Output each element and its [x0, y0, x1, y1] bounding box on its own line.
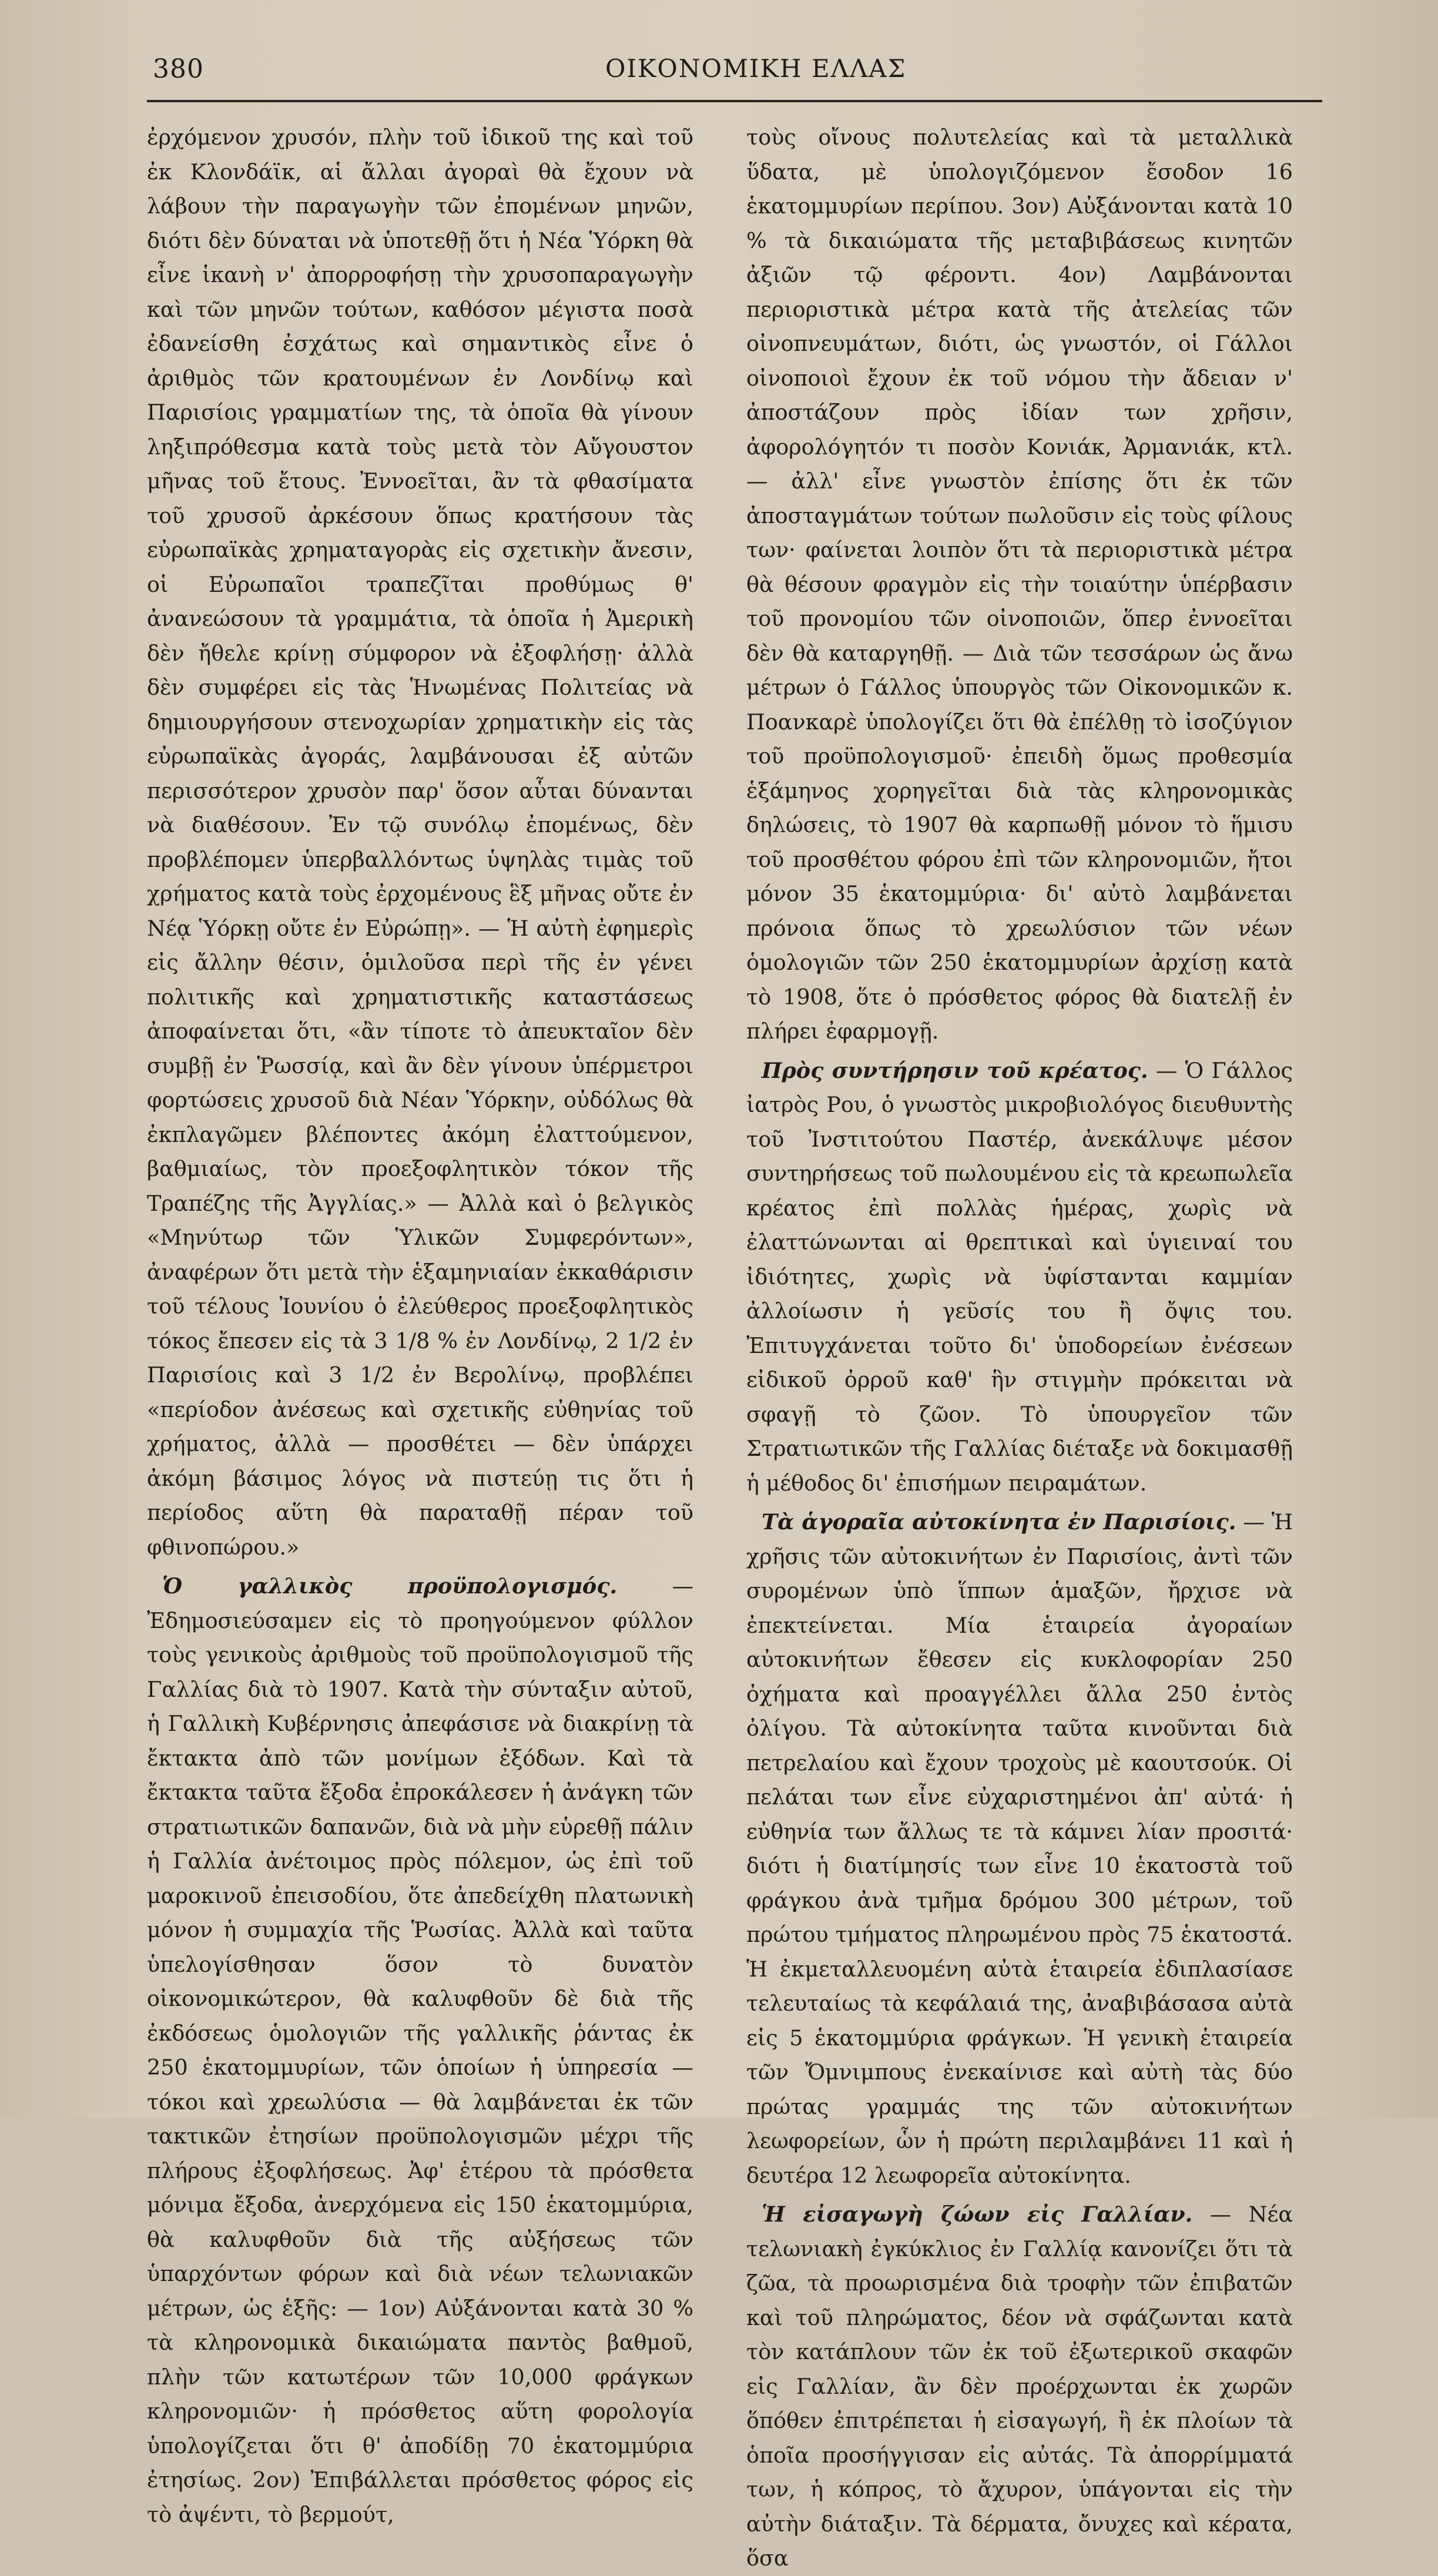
page-number: 380	[153, 54, 204, 84]
heading-paris-taxis: Τὰ ἁγοραῖα αὐτοκίνητα ἐν Παρισίοις.	[762, 1509, 1236, 1535]
heading-french-budget: Ὁ γαλλικὸς προϋπολογισμός.	[162, 1573, 618, 1599]
article-meat-preservation	[746, 1054, 1293, 1501]
heading-meat-preservation: Πρὸς συντήρησιν τοῦ κρέατος.	[762, 1057, 1148, 1083]
article-paris-taxis	[746, 1505, 1293, 2193]
right-column	[746, 120, 1293, 2571]
journal-title: ΟΙΚΟΝΟΜΙΚΗ ΕΛΛΑΣ	[605, 54, 907, 83]
text-animal-import: — Νέα τελωνιακὴ ἐγκύκλιος ἐν Γαλλίᾳ κανονίζει ὅτι τὰ ζῶα, τὰ προωρισμένα διὰ τροφὴν τῶν ἐπιβατῶν καὶ τοῦ πληρώματος, δέον νὰ σφάζωνται κατὰ τὸν κατάπλουν τῶν ἐκ τοῦ ἐξωτερικοῦ σκαφῶν εἰς Γαλλίαν, ἂν δὲν προέρχωνται ἐκ χωρῶν ὅπόθεν ἐπιτρέπεται ἡ εἰσαγωγή, ἢ ἐκ πλοίων τὰ ὁποῖα προσήγγισαν εἰς αὐτάς. Τὰ ἀπορρίμματά των, ἡ κόπρος, τὸ ἄχυρον, ὑπάγονται εἰς τὴν αὐτὴν διάταξιν. Τὰ δέρματα, ὄνυχες καὶ κέρατα, ὅσα	[746, 2202, 1293, 2571]
text-paris-taxis: — Ἡ χρῆσις τῶν αὐτοκινήτων ἐν Παρισίοις, ἀντὶ τῶν συρομένων ὑπὸ ἵππων ἁμαξῶν, ἤρχισε νὰ ἐπεκτείνεται. Μία ἑταιρεία ἀγοραίων αὐτοκινήτων ἔθεσεν εἰς κυκλοφορίαν 250 ὀχήματα καὶ προαγγέλλει ἄλλα 250 ἐντὸς ὀλίγου. Τὰ αὐτοκίνητα ταῦτα κινοῦνται διὰ πετρελαίου καὶ ἔχουν τροχοὺς μὲ καουτσούκ. Οἱ πελάται των εἶνε εὐχαριστημένοι ἀπ' αὐτά· ἡ εὐθηνία των ἄλλως τε τὰ κάμνει λίαν προσιτά· διότι ἡ διατίμησίς των εἶνε 10 ἑκατοστὰ τοῦ φράγκου ἀνὰ τμῆμα δρόμου 300 μέτρων, τοῦ πρώτου τμήματος πληρωμένου πρὸς 75 ἑκατοστά. Ἡ ἐκμεταλλευομένη αὐτὰ ἑταιρεία ἐδιπλασίασε τελευταίως τὰ κεφάλαιά της, ἀναβιβάσασα αὐτὰ εἰς 5 ἑκατομμύρια φράγκων. Ἡ γενικὴ ἑταιρεία τῶν Ὄμνιμπους ἐνεκαίνισε καὶ αὐτὴ τὰς δύο πρώτας γραμμάς της τῶν αὐτοκινήτων λεωφορείων, ὧν ἡ πρώτη περιλαμβάνει 11 καὶ ἡ δευτέρα 12 λεωφορεῖα αὐτοκίνητα.	[746, 1509, 1293, 2188]
heading-animal-import: Ἡ εἰσαγωγὴ ζώων εἰς Γαλλίαν.	[762, 2202, 1193, 2227]
page-header	[141, 54, 1322, 95]
text-french-budget: — Ἐδημοσιεύσαμεν εἰς τὸ προηγούμενον φύλλον τοὺς γενικοὺς ἀριθμοὺς τοῦ προϋπολογισμοῦ τῆς Γαλλίας διὰ τὸ 1907. Κατὰ τὴν σύνταξιν αὐτοῦ, ἡ Γαλλικὴ Κυβέρνησις ἀπεφάσισε νὰ διακρίνῃ τὰ ἔκτακτα ἀπὸ τῶν μονίμων ἐξόδων. Καὶ τὰ ἔκτακτα ταῦτα ἔξοδα ἐπροκάλεσεν ἡ ἀνάγκη τῶν στρατιωτικῶν δαπανῶν, διὰ νὰ μὴν εὑρεθῇ πάλιν ἡ Γαλλία ἀνέτοιμος πρὸς πόλεμον, ὡς ἐπὶ τοῦ μαροκινοῦ ἐπεισοδίου, ὅτε ἀπεδείχθη πλατωνικὴ μόνον ἡ συμμαχία τῆς Ῥωσίας. Ἀλλὰ καὶ ταῦτα ὑπελογίσθησαν ὅσον τὸ δυνατὸν οἰκονομικώτερον, θὰ καλυφθοῦν δὲ διὰ τῆς ἐκδόσεως ὁμολογιῶν τῆς γαλλικῆς ῥάντας ἐκ 250 ἑκατομμυρίων, τῶν ὁποίων ἡ ὑπηρεσία — τόκοι καὶ χρεωλύσια — θὰ λαμβάνεται ἐκ τῶν τακτικῶν ἐτησίων προϋπολογισμῶν μέχρι τῆς πλήρους ἐξοφλήσεως. Ἀφ' ἑτέρου τὰ πρόσθετα μόνιμα ἔξοδα, ἀνερχόμενα εἰς 150 ἑκατομμύρια, θὰ καλυφθοῦν διὰ τῆς αὐξήσεως τῶν ὑπαρχόντων φόρων καὶ διὰ νέων τελωνιακῶν μέτρων, ὡς ἑξῆς: — 1ον) Αὐξάνονται κατὰ 30 % τὰ κληρονομικὰ δικαιώματα παντὸς βαθμοῦ, πλὴν τῶν κατωτέρων τῶν 10,000 φράγκων κληρονομιῶν· ἡ πρόσθετος αὕτη φορολογία ὑπολογίζεται ὅτι θ' ἀποδίδῃ 70 ἑκατομμύρια ἐτησίως. 2ον) Ἐπιβάλλεται πρόσθετος φόρος εἰς τὸ ἀψέντι, τὸ βερμούτ,	[147, 1573, 693, 2527]
article-french-budget-continued: τοὺς οἴνους πολυτελείας καὶ τὰ μεταλλικὰ ὕδατα, μὲ ὑπολογιζόμενον ἔσοδον 16 ἑκατομμυρίων περίπου. 3ον) Αὐξάνονται κατὰ 10 % τὰ δικαιώματα τῆς μεταβιβάσεως κινητῶν ἀξιῶν τῷ φέροντι. 4ον) Λαμβάνονται περιοριστικὰ μέτρα κατὰ τῆς ἀτελείας τῶν οἰνοπνευμάτων, διότι, ὡς γνωστόν, οἱ Γάλλοι οἰνοποιοὶ ἔχουν ἐκ τοῦ νόμου τὴν ἄδειαν ν' ἀποστάζουν πρὸς ἰδίαν των χρῆσιν, ἀφορολόγητόν τι ποσὸν Κονιάκ, Ἀρμανιάκ, κτλ. — ἀλλ' εἶνε γνωστὸν ἐπίσης ὅτι ἐκ τῶν ἀποσταγμάτων τούτων πωλοῦσιν εἰς τοὺς φίλους των· φαίνεται λοιπὸν ὅτι τὰ περιοριστικὰ μέτρα θὰ θέσουν φραγμὸν εἰς τὴν τοιαύτην ὑπέρβασιν τοῦ προνομίου τῶν οἰνοποιῶν, ὅπερ ἐννοεῖται δὲν θὰ καταργηθῇ. — Διὰ τῶν τεσσάρων ὡς ἄνω μέτρων ὁ Γάλλος ὑπουργὸς τῶν Οἰκονομικῶν κ. Ποανκαρὲ ὑπολογίζει ὅτι θὰ ἐπέλθῃ τὸ ἰσοζύγιον τοῦ προϋπολογισμοῦ· ἐπειδὴ ὅμως προθεσμία ἑξάμηνος χορηγεῖται διὰ τὰς κληρονομικὰς δηλώσεις, τὸ 1907 θὰ καρπωθῇ μόνον τὸ ἥμισυ τοῦ προσθέτου φόρου ἐπὶ τῶν κληρονομιῶν, ἤτοι μόνον 35 ἑκατομμύρια· δι' αὐτὸ λαμβάνεται πρόνοια ὅπως τὸ χρεωλύσιον τῶν νέων ὁμολογιῶν τῶν 250 ἑκατομμυρίων ἀρχίσῃ κατὰ τὸ 1908, ὅτε ὁ πρόσθετος φόρος θὰ διατελῇ ἐν πλήρει ἐφαρμογῇ.	[746, 125, 1293, 1044]
header-rule	[147, 100, 1322, 102]
article-gold-market-continued: ἐρχόμενον χρυσόν, πλὴν τοῦ ἰδικοῦ της καὶ τοῦ ἐκ Κλονδάϊκ, αἱ ἄλλαι ἀγοραὶ θὰ ἔχουν νὰ λάβουν τὴν παραγωγὴν τῶν ἐπομένων μηνῶν, διότι δὲν δύναται νὰ ὑποτεθῇ ὅτι ἡ Νέα Ὑόρκη θὰ εἶνε ἱκανὴ ν' ἀπορροφήσῃ τὴν χρυσοπαραγωγὴν καὶ τῶν μηνῶν τούτων, καθόσον μέγιστα ποσὰ ἐδανείσθη ἐσχάτως καὶ σημαντικὸς εἶνε ὁ ἀριθμὸς τῶν κρατουμένων ἐν Λονδίνῳ καὶ Παρισίοις γραμματίων της, τὰ ὁποῖα θὰ γίνουν ληξιπρόθεσμα κατὰ τοὺς μετὰ τὸν Αὔγουστον μῆνας τοῦ ἔτους. Ἐννοεῖται, ἂν τὰ φθασίματα τοῦ χρυσοῦ ἀρκέσουν ὅπως κρατήσουν τὰς εὐρωπαϊκὰς χρηματαγορὰς εἰς σχετικὴν ἄνεσιν, οἱ Εὐρωπαῖοι τραπεζῖται προθύμως θ' ἀνανεώσουν τὰ γραμμάτια, τὰ ὁποῖα ἡ Ἀμερικὴ δὲν ἤθελε κρίνῃ σύμφορον νὰ ἐξοφλήσῃ· ἀλλὰ δὲν συμφέρει εἰς τὰς Ἡνωμένας Πολιτείας νὰ δημιουργήσουν στενοχωρίαν χρηματικὴν εἰς τὰς εὐρωπαϊκὰς ἀγοράς, λαμβάνουσαι ἐξ αὐτῶν περισσότερον χρυσὸν παρ' ὅσον αὗται δύνανται νὰ διαθέσουν. Ἐν τῷ συνόλῳ ἐπομένως, δὲν προβλέπομεν ὑπερβαλλόντως ὑψηλὰς τιμὰς τοῦ χρήματος κατὰ τοὺς ἐρχομένους ἓξ μῆνας οὔτε ἐν Νέᾳ Ὑόρκῃ οὔτε ἐν Εὐρώπῃ». — Ἡ αὐτὴ ἐφημερὶς εἰς ἄλλην θέσιν, ὁμιλοῦσα περὶ τῆς ἐν γένει πολιτικῆς καὶ χρηματιστικῆς καταστάσεως ἀποφαίνεται ὅτι, «ἂν τίποτε τὸ ἀπευκταῖον δὲν συμβῇ ἐν Ῥωσσίᾳ, καὶ ἂν δὲν γίνουν ὑπέρμετροι φορτώσεις χρυσοῦ διὰ Νέαν Ὑόρκην, οὐδόλως θὰ ἐκπλαγῶμεν βλέποντες ἀκόμη ἐλαττούμενον, βαθμιαίως, τὸν προεξοφλητικὸν τόκον τῆς Τραπέζης τῆς Ἀγγλίας.» — Ἀλλὰ καὶ ὁ βελγικὸς «Μηνύτωρ τῶν Ὑλικῶν Συμφερόντων», ἀναφέρων ὅτι μετὰ τὴν ἑξαμηνιαίαν ἐκκαθάρισιν τοῦ τέλους Ἰουνίου ὁ ἐλεύθερος προεξοφλητικὸς τόκος ἔπεσεν εἰς τὰ 3 1/8 % ἐν Λονδίνῳ, 2 1/2 ἐν Παρισίοις καὶ 3 1/2 ἐν Βερολίνῳ, προβλέπει «περίοδον ἀνέσεως καὶ σχετικῆς εὐθηνίας τοῦ χρήματος, ἀλλὰ — προσθέτει — δὲν ὑπάρχει ἀκόμη βάσιμος λόγος νὰ πιστεύῃ τις ὅτι ἡ περίοδος αὕτη θὰ παραταθῇ πέραν τοῦ φθινοπώρου.»	[147, 125, 693, 1560]
text-meat-preservation: — Ὁ Γάλλος ἰατρὸς Ρου, ὁ γνωστὸς μικροβιολόγος διευθυντὴς τοῦ Ἰνστιτούτου Παστέρ, ἀνεκάλυψε μέσον συντηρήσεως τοῦ πωλουμένου εἰς τὰ κρεωπωλεῖα κρέατος ἐπὶ πολλὰς ἡμέρας, χωρὶς νὰ ἐλαττώνωνται αἱ θρεπτικαὶ καὶ ὑγιειναί του ἰδιότητες, χωρὶς νὰ ὑφίστανται καμμίαν ἀλλοίωσιν ἡ γεῦσίς του ἢ ὄψις του. Ἐπιτυγχάνεται τοῦτο δι' ὑποδορείων ἐνέσεων εἰδικοῦ ὀρροῦ καθ' ἣν στιγμὴν πρόκειται νὰ σφαγῇ τὸ ζῶον. Τὸ ὑπουργεῖον τῶν Στρατιωτικῶν τῆς Γαλλίας διέταξε νὰ δοκιμασθῇ ἡ μέθοδος δι' ἐπισήμων πειραμάτων.	[746, 1057, 1293, 1496]
left-column	[147, 120, 693, 2527]
article-animal-import	[746, 2198, 1293, 2576]
article-french-budget	[147, 1569, 693, 2532]
